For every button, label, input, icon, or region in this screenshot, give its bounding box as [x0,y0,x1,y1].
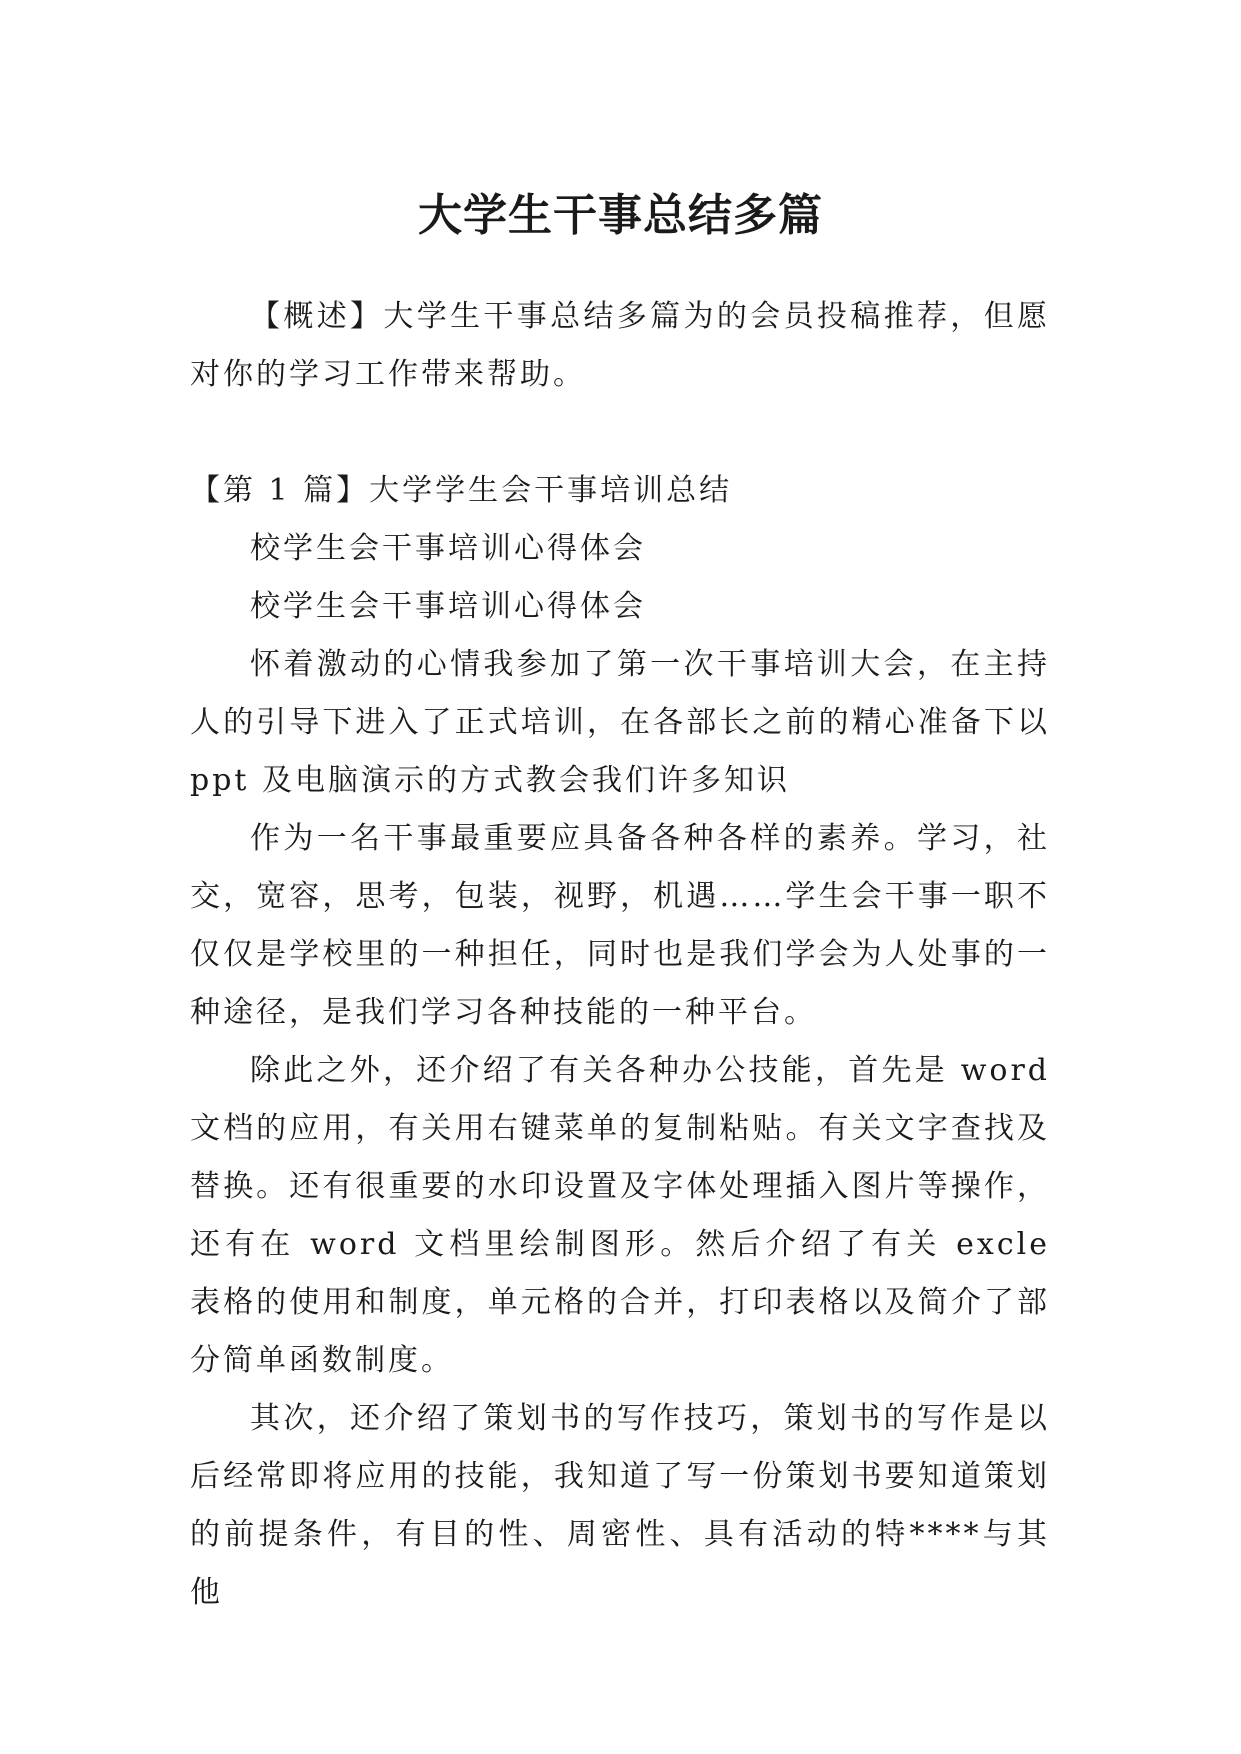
paragraph: 其次，还介绍了策划书的写作技巧，策划书的写作是以后经常即将应用的技能，我知道了写一份策划书要知道策划的前提条件，有目的性、周密性、具有活动的特****与其他 [190,1401,1050,1610]
paragraph: 怀着激动的心情我参加了第一次干事培训大会，在主持人的引导下进入了正式培训，在各部长之前的精心准备下以 ppt 及电脑演示的方式教会我们许多知识 [190,647,1050,798]
paragraph: 作为一名干事最重要应具备各种各样的素养。学习，社交，宽容，思考，包装，视野，机遇……学生会干事一职不仅仅是学校里的一种担任，同时也是我们学会为人处事的一种途径，是我们学习各种技能的一种平台。 [190,821,1050,1030]
paragraph: 除此之外，还介绍了有关各种办公技能，首先是 word 文档的应用，有关用右键菜单的复制粘贴。有关文字查找及替换。还有很重要的水印设置及字体处理插入图片等操作，还有在 word 文档里绘制图形。然后介绍了有关 excle 表格的使用和制度，单元格的合并，打印表格以及简介了部分简单函数制度。 [190,1053,1050,1378]
document-title: 大学生干事总结多篇 [418,190,823,242]
summary-paragraph: 【概述】大学生干事总结多篇为的会员投稿推荐，但愿对你的学习工作带来帮助。 [190,299,1050,392]
paragraph: 校学生会干事培训心得体会 [250,589,646,624]
section-heading: 【第 1 篇】大学学生会干事培训总结 [190,473,733,508]
paragraph: 校学生会干事培训心得体会 [250,531,646,566]
article-body [190,462,1050,1622]
summary-block [190,288,1050,404]
